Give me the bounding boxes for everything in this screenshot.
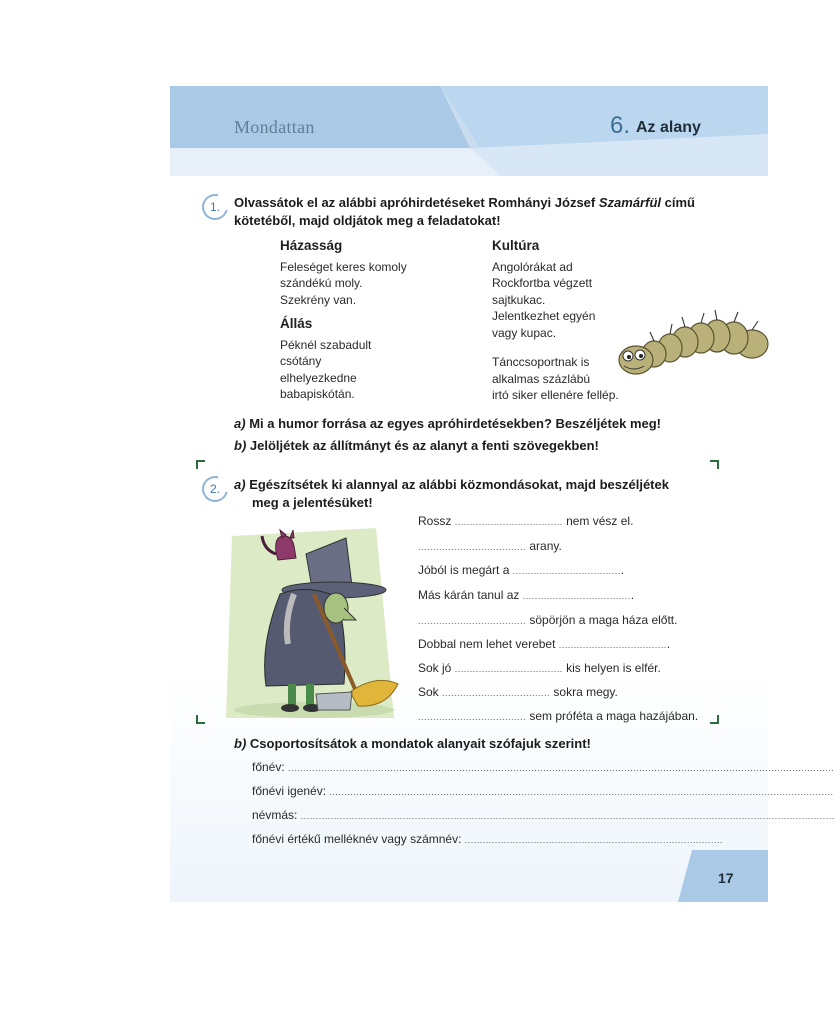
proverb-9 <box>418 709 698 723</box>
ad-line: elhelyezkedne <box>280 370 357 385</box>
task-2-number-badge <box>197 471 233 507</box>
ad-line: Angolórákat ad <box>492 259 573 274</box>
proverb-text-after: nem vész el. <box>566 514 634 528</box>
ad-line: Szekrény van. <box>280 292 357 307</box>
proverb-3 <box>418 563 624 577</box>
ad-line: szándékú moly. <box>280 276 363 290</box>
proverb-2 <box>418 539 562 553</box>
proverb-text-after: sokra megy. <box>553 685 618 699</box>
proverb-text-after: . <box>630 588 635 602</box>
group-label: névmás: <box>252 808 298 822</box>
lesson-title: Az alany <box>636 119 701 136</box>
task-2-question-a-line2: meg a jelentésüket! <box>252 495 373 510</box>
answer-blank[interactable]: .................................... <box>418 542 527 552</box>
frame-corner-bottom-right <box>710 715 719 724</box>
task-1-number-badge <box>197 189 233 225</box>
page-number: 17 <box>718 870 734 886</box>
ad-heading: Házasság <box>280 238 343 253</box>
answer-blank[interactable]: .................................... <box>454 664 563 674</box>
group-row-noun <box>252 760 834 774</box>
answer-blank[interactable]: .................................... <box>522 591 631 601</box>
task-1-intro-part1: Olvassátok el az alábbi apróhirdetéseket Romhányi József <box>234 195 599 210</box>
textbook-page <box>170 86 835 902</box>
frame-corner-top-right <box>710 460 719 469</box>
proverb-6 <box>418 637 670 651</box>
frame-corner-bottom-left <box>196 715 205 724</box>
ad-line: Péknél szabadult <box>280 337 372 352</box>
proverb-text-after: . <box>620 563 625 577</box>
task-2-question-a <box>234 476 714 512</box>
proverb-text-before: Sok <box>418 685 439 699</box>
lesson-number: 6. <box>610 112 631 139</box>
answer-blank[interactable]: .................................... <box>512 566 621 576</box>
group-row-pronoun <box>252 808 835 822</box>
task-2-question-a-letter: a) <box>234 477 246 492</box>
section-title: Mondattan <box>234 117 315 137</box>
proverb-text-after: kis helyen is elfér. <box>566 661 661 675</box>
task-1-question-a <box>234 416 661 431</box>
answer-blank[interactable]: .................................... <box>454 517 563 527</box>
ad-line: Tánccsoportnak is <box>492 355 590 369</box>
ad-line: Jelentkezhet egyén <box>492 309 596 323</box>
ad-job <box>280 316 440 403</box>
ad-line: alkalmas százlábú <box>492 371 591 386</box>
proverb-text-after: sem próféta a maga hazájában. <box>529 709 699 723</box>
proverb-text-before: Sok jó <box>418 661 452 675</box>
task-1-intro <box>234 194 714 230</box>
task-1-question-a-text: Mi a humor forrása az egyes apróhirdetésekben? Beszéljétek meg! <box>249 416 661 431</box>
task-1-intro-part2: című kötetéből, majd oldjátok meg a feladatokat! <box>234 195 695 228</box>
ad-line: vagy kupac. <box>492 325 557 340</box>
group-label: főnév: <box>252 760 285 774</box>
proverb-text-after: söpörjön a maga háza előtt. <box>529 613 678 627</box>
task-2-question-b <box>234 736 591 751</box>
task-2-question-a-line1: Egészítsétek ki alannyal az alábbi közmondásokat, majd beszéljétek <box>249 477 669 492</box>
ad-line: sajtkukac. <box>492 292 546 307</box>
task-2-question-b-text: Csoportosítsátok a mondatok alanyait szófajuk szerint! <box>249 736 591 751</box>
answer-line[interactable]: ...................................................................................................................................................................................... <box>288 763 835 773</box>
answer-blank[interactable]: .................................... <box>418 712 527 722</box>
proverb-text-before: Rossz <box>418 514 452 528</box>
answer-blank[interactable]: .................................... <box>418 616 527 626</box>
proverb-4 <box>418 588 634 602</box>
answer-line[interactable]: ...................................................................................... <box>464 835 723 845</box>
witch-illustration <box>226 524 402 720</box>
task-2-number: 2. <box>209 482 221 497</box>
answer-line[interactable]: ........................................................................................................................................................................ <box>329 787 834 797</box>
ad-heading: Állás <box>280 316 313 331</box>
proverb-text-after: . <box>666 637 671 651</box>
proverb-7 <box>418 661 661 675</box>
ad-marriage <box>280 238 440 308</box>
task-1-book-title: Szamárfül <box>598 195 661 210</box>
ad-line: babapiskótán. <box>280 387 355 401</box>
task-2-question-b-letter: b) <box>234 736 247 751</box>
proverb-5 <box>418 613 677 627</box>
answer-blank[interactable]: .................................... <box>442 688 551 698</box>
proverb-8 <box>418 685 618 699</box>
task-1-question-b <box>234 438 599 453</box>
group-row-adjective-numeral <box>252 832 723 846</box>
ad-line: irtó siker ellenére fellép. <box>492 388 619 402</box>
ad-heading: Kultúra <box>492 238 540 253</box>
ad-line: Feleséget keres komoly <box>280 259 407 274</box>
caterpillar-illustration <box>614 308 768 386</box>
proverb-1 <box>418 514 633 528</box>
group-label: főnévi értékű melléknév vagy számnév: <box>252 832 462 846</box>
answer-blank[interactable]: .................................... <box>558 640 667 650</box>
ad-line: csótány <box>280 354 322 368</box>
task-1-question-b-letter: b) <box>234 438 247 453</box>
proverb-text-before: Jóból is megárt a <box>418 563 510 577</box>
task-1-number: 1. <box>209 200 221 215</box>
answer-line[interactable]: .................................................................................................................................................................................. <box>300 811 835 821</box>
proverb-text-before: Dobbal nem lehet verebet <box>418 637 556 651</box>
group-row-infinitive <box>252 784 834 798</box>
proverb-text-before: Más kárán tanul az <box>418 588 520 602</box>
task-1-question-a-letter: a) <box>234 416 246 431</box>
frame-corner-top-left <box>196 460 205 469</box>
group-label: főnévi igenév: <box>252 784 327 798</box>
task-1-question-b-text: Jelöljétek az állítmányt és az alanyt a fenti szövegekben! <box>249 438 599 453</box>
proverb-text-after: arany. <box>529 539 562 553</box>
ad-line: Rockfortba végzett <box>492 276 593 290</box>
